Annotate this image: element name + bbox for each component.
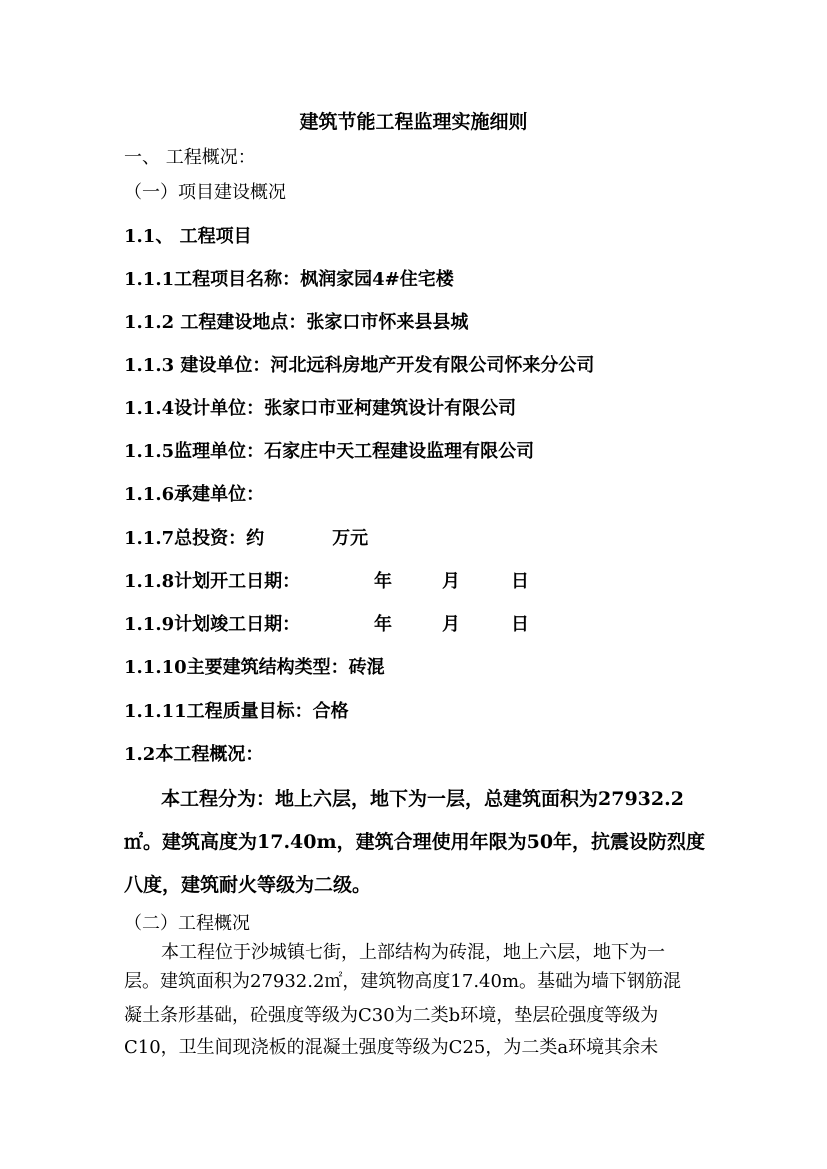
item-1-1-8-label: 1.1.8计划开工日期：	[124, 571, 301, 592]
item-1-1-5: 1.1.5监理单位：石家庄中天工程建设监理有限公司	[124, 441, 535, 462]
paragraph-2-line-2: 层。建筑面积为27932.2㎡，建筑物高度17.40m。基础为墙下钢筋混	[124, 971, 682, 992]
item-1-1-9-month: 月	[442, 614, 460, 635]
paragraph-1-line-3: 八度，建筑耐火等级为二级。	[124, 874, 372, 896]
item-1-1-7-label: 1.1.7总投资：约	[124, 528, 265, 549]
paragraph-2-line-4: C10，卫生间现浇板的混凝土强度等级为C25，为二类a环境其余未	[124, 1037, 659, 1058]
item-1-1-2: 1.1.2 工程建设地点：张家口市怀来县县城	[124, 312, 469, 333]
section-heading-overview: 一、 工程概况：	[124, 147, 256, 168]
item-1-1-9-year: 年	[374, 614, 392, 635]
item-1-1-7	[124, 530, 368, 548]
paragraph-2-line-1: 本工程位于沙城镇七街，上部结构为砖混，地上六层，地下为一	[161, 942, 665, 963]
subsection-heading-project: （一）项目建设概况	[124, 182, 286, 203]
item-1-1-9-label: 1.1.9计划竣工日期：	[124, 614, 301, 635]
item-1-1-8-month: 月	[442, 571, 460, 592]
item-1-1-1: 1.1.1工程项目名称：枫润家园4#住宅楼	[124, 269, 454, 290]
item-1-1-11: 1.1.11工程质量目标：合格	[124, 701, 349, 722]
item-1-1-7-unit: 万元	[332, 528, 369, 549]
item-1-1-6: 1.1.6承建单位：	[124, 484, 265, 505]
paragraph-2-line-3: 凝土条形基础，砼强度等级为C30为二类b环境，垫层砼强度等级为	[124, 1005, 659, 1026]
heading-1-1: 1.1、 工程项目	[124, 226, 252, 247]
paragraph-1-line-2: ㎡。建筑高度为17.40m，建筑合理使用年限为50年，抗震设防烈度	[124, 831, 706, 853]
item-1-1-8-year: 年	[374, 571, 392, 592]
paragraph-1-line-1: 本工程分为：地上六层，地下为一层，总建筑面积为27932.2	[161, 788, 684, 810]
item-1-1-3: 1.1.3 建设单位：河北远科房地产开发有限公司怀来分公司	[124, 355, 595, 376]
item-1-1-10: 1.1.10主要建筑结构类型：砖混	[124, 657, 385, 678]
item-1-1-8	[124, 573, 300, 591]
subsection-heading-overview: （二）工程概况	[124, 913, 250, 934]
document-title: 建筑节能工程监理实施细则	[299, 111, 528, 133]
item-1-1-4: 1.1.4设计单位：张家口市亚柯建筑设计有限公司	[124, 398, 517, 419]
item-1-1-9	[124, 616, 300, 634]
item-1-1-9-day: 日	[511, 614, 529, 635]
heading-1-2: 1.2本工程概况：	[124, 744, 264, 765]
item-1-1-8-day: 日	[511, 571, 529, 592]
